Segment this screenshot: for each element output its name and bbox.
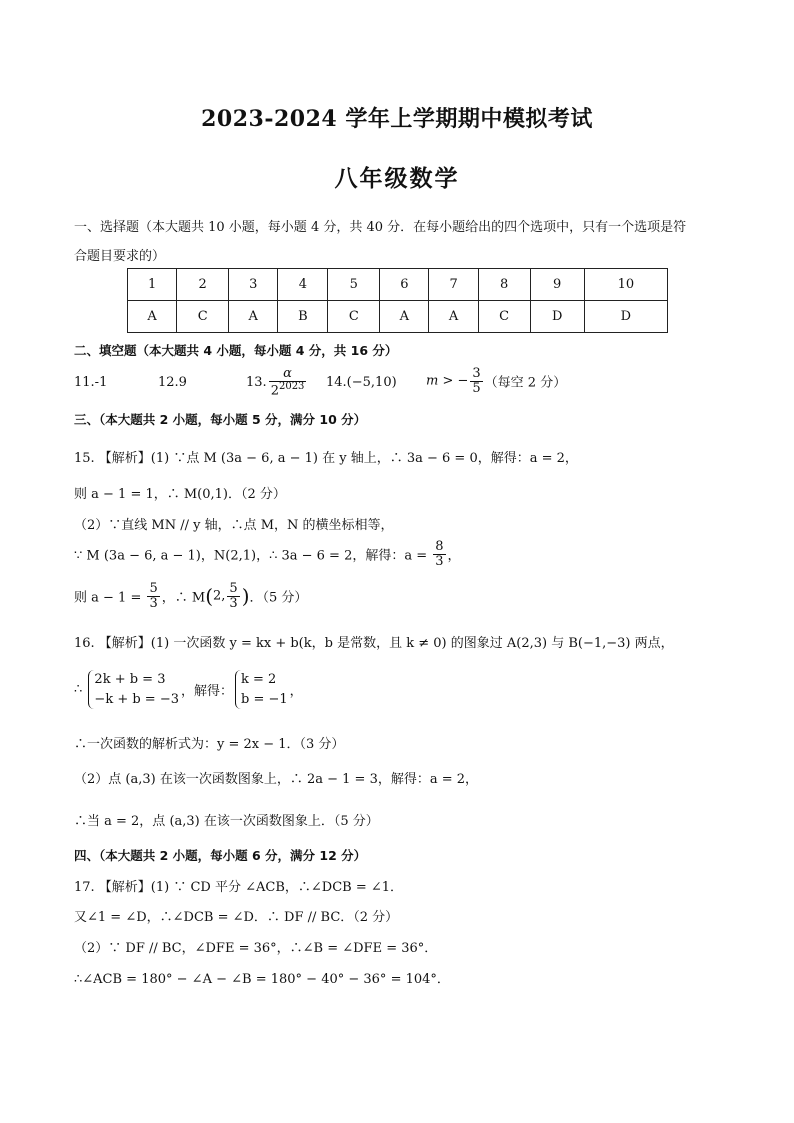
solution-k: k = 2 [241, 672, 277, 687]
q16-system-line: ∴ 2k + b = 3 −k + b = −3 ，解得： k = 2 b = −1 ， [74, 670, 303, 709]
q15-fraction-5-3-coord [227, 582, 239, 610]
answer-extra-denominator: 5 [472, 380, 481, 396]
question-number-cell: 6 [380, 269, 429, 301]
q15-line4 [74, 540, 461, 568]
equation-system [88, 670, 179, 709]
q15-line4-tail: ， [447, 548, 461, 564]
answer-choice-cell: D [584, 301, 667, 333]
question-number-cell: 3 [229, 269, 278, 301]
answer-13-base: 2 [270, 382, 279, 398]
answer-choice-cell: D [530, 301, 584, 333]
q15-line3: （2）∵直线 MN // y 轴，∴点 M，N 的横坐标相等， [74, 518, 394, 533]
answer-choice-cell: A [380, 301, 429, 333]
q16-line4: （2）点 (a,3) 在该一次函数图象上，∴ 2a − 1 = 3，解得：a = 2， [74, 772, 479, 787]
fraction-denominator: 3 [229, 595, 238, 611]
q15-fraction-8-3 [433, 540, 445, 568]
answer-13-numerator: α [269, 367, 307, 382]
solution-b: b = −1 [241, 691, 288, 707]
score-note: （每空 2 分） [484, 375, 567, 391]
question-number-cell: 7 [429, 269, 478, 301]
answer-choice-cell: B [278, 301, 328, 333]
q17-line3: （2）∵ DF // BC，∠DFE = 36°，∴∠B = ∠DFE = 36°． [74, 941, 438, 956]
q15-line5-point: ，∴ M [161, 590, 206, 606]
answer-12: 12.9 [158, 375, 187, 390]
fraction-numerator: 5 [229, 581, 238, 596]
question-number-cell: 2 [177, 269, 229, 301]
section1-header-line1: 一、选择题（本大题共 10 小题，每小题 4 分，共 40 分．在每小题给出的四个选项中，只有一个选项是符 [74, 220, 687, 235]
answer-extra-prefix: m > − [426, 373, 469, 389]
section3-header: 三、（本大题共 2 小题，每小题 5 分，满分 10 分） [74, 412, 367, 427]
answer-table [127, 268, 668, 333]
answer-extra-fraction [470, 367, 482, 395]
equation-1: 2k + b = 3 [94, 672, 166, 687]
q15-line5-score: ．（5 分） [249, 590, 308, 606]
section2-header: 二、填空题（本大题共 4 小题，每小题 4 分，共 16 分） [74, 343, 398, 358]
answer-13-label: 13. [246, 374, 267, 390]
q16-line1: 16. 【解析】(1) 一次函数 y = kx + b(k，b 是常数，且 k ≠ 0) 的图象过 A(2,3) 与 B(−1,−3) 两点， [74, 636, 674, 651]
answer-choice-row [128, 301, 668, 333]
fill-in-answers-line [74, 367, 724, 401]
fraction-numerator: 5 [149, 581, 158, 596]
answer-choice-cell: A [229, 301, 278, 333]
exam-subtitle: 八年级数学 [334, 165, 460, 192]
fraction-denominator: 3 [149, 595, 158, 611]
q17-line2: 又∠1 = ∠D，∴∠DCB = ∠D．∴ DF // BC．（2 分） [74, 910, 399, 925]
q15-line1: 15. 【解析】(1) ∵点 M (3a − 6, a − 1) 在 y 轴上，∴ 3a − 6 = 0，解得：a = 2， [74, 451, 578, 466]
q16-line5: ∴当 a = 2，点 (a,3) 在该一次函数图象上．（5 分） [74, 814, 379, 829]
q17-line1: 17. 【解析】(1) ∵ CD 平分 ∠ACB，∴∠DCB = ∠1． [74, 880, 404, 895]
answer-13-fraction [269, 367, 307, 398]
question-number-cell: 8 [478, 269, 530, 301]
q16-line3: ∴一次函数的解析式为：y = 2x − 1．（3 分） [74, 737, 345, 752]
equation-2: −k + b = −3 [94, 691, 179, 707]
answer-13-exponent: 2023 [278, 380, 305, 392]
question-number-cell: 5 [328, 269, 380, 301]
answer-number-row [128, 269, 668, 301]
answer-choice-cell: C [177, 301, 229, 333]
answer-choice-cell: A [128, 301, 177, 333]
q15-line4-text: ∵ M (3a − 6, a − 1)，N(2,1)，∴ 3a − 6 = 2，解得：a = [74, 548, 432, 564]
question-number-cell: 1 [128, 269, 177, 301]
section1-header-line2: 合题目要求的） [74, 249, 166, 264]
answer-choice-cell: C [328, 301, 380, 333]
question-number-cell: 4 [278, 269, 328, 301]
question-number-cell: 9 [530, 269, 584, 301]
question-number-cell: 10 [584, 269, 667, 301]
solution-system [235, 670, 288, 709]
answer-14: 14.(−5,10) [326, 375, 397, 390]
q15-fraction-5-3 [147, 582, 159, 610]
answer-choice-cell: A [429, 301, 478, 333]
answer-choice-cell: C [478, 301, 530, 333]
q15-line5: 则 a − 1 = $\frac{5}{3}$ ，∴ M(2, $\frac{5}{3}$ )．（5 分） [74, 581, 308, 611]
answer-extra [426, 367, 566, 395]
answer-13 [246, 367, 308, 398]
section4-header: 四、（本大题共 2 小题，每小题 6 分，满分 12 分） [74, 848, 367, 863]
q15-line2: 则 a − 1 = 1，∴ M(0,1)．（2 分） [74, 487, 286, 502]
exam-title: 2023-2024 学年上学期期中模拟考试 [201, 106, 593, 132]
fraction-numerator: 8 [435, 539, 444, 554]
q16-solve-label: ，解得： [181, 684, 234, 699]
q17-line4: ∴∠ACB = 180° − ∠A − ∠B = 180° − 40° − 36° = 104°． [74, 972, 450, 987]
answer-extra-numerator: 3 [472, 366, 481, 381]
q15-line5-text: 则 a − 1 = [74, 590, 146, 606]
q15-line5-coord: 2, [213, 588, 226, 604]
fraction-denominator: 3 [435, 553, 444, 569]
answer-11: 11.-1 [74, 375, 108, 390]
